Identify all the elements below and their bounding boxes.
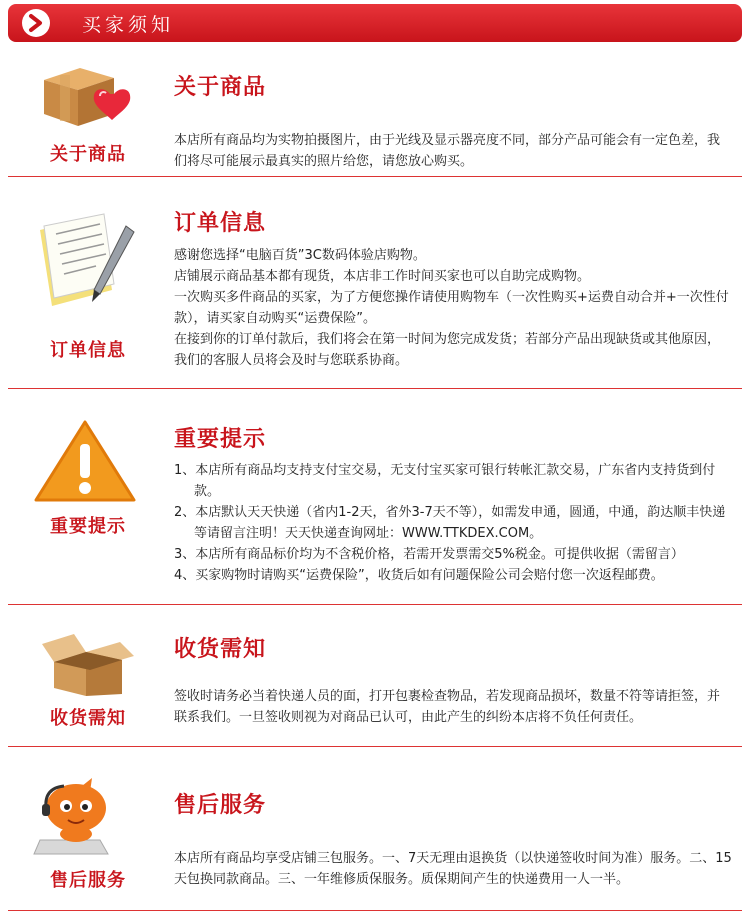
section-text [174,686,732,728]
header-title: 买家须知 [82,14,175,36]
section-label: 关于商品 [50,144,126,165]
section-title: 订单信息 [174,211,267,236]
section-aftersales [8,762,742,911]
section-label: 售后服务 [50,870,126,891]
section-text [174,460,732,586]
paragraph: 本店所有商品均为实物拍摄图片，由于光线及显示器亮度不同，部分产品可能会有一定色差，我们将尽可能展示最真实的照片给您，请您放心购买。 [174,133,721,169]
list-item: 1、本店所有商品均支持支付宝交易，无支付宝买家可银行转帐汇款交易，广东省内支持货到付款。 [174,463,716,499]
list-item: 2、本店默认天天快递（省内1-2天，省外3-7天不等），如需发申通，圆通，中通，韵达顺丰快递等请留言注明！天天快递查询网址：WWW.TTKDEX.COM。 [174,505,726,541]
paragraph: 店铺展示商品基本都有现货，本店非工作时间买家也可以自助完成购物。 [174,269,591,284]
section-title: 收货需知 [174,637,267,662]
note-pen-icon [30,210,140,320]
section-text [174,130,732,172]
section-receipt [8,620,742,747]
section-title: 关于商品 [174,75,267,100]
list-item: 4、买家购物时请购买“运费保险”，收货后如有问题保险公司会赔付您一次返程邮费。 [174,568,664,583]
section-text [174,848,732,890]
section-label: 重要提示 [50,516,126,537]
section-title: 售后服务 [174,793,267,818]
paragraph: 一次购买多件商品的买家，为了方便您操作请使用购物车（一次性购买+运费自动合并+一次性付款），请买家自动购买“运费保险”。 [174,290,729,326]
section-label: 收货需知 [50,708,126,729]
paragraph: 本店所有商品均享受店铺三包服务。一、7天无理由退换货（以快递签收时间为准）服务。二、15天包换同款商品。三、一年维修质保服务。质保期间产生的快递费用一人一半。 [174,851,732,887]
section-label: 订单信息 [50,340,126,361]
section-product [8,50,742,177]
list-item: 3、本店所有商品标价均为不含税价格，若需开发票需交5%税金。可提供收据（需留言） [174,547,684,562]
warning-icon [30,418,140,504]
arrow-circle-icon [22,9,50,37]
paragraph: 在接到你的订单付款后，我们将会在第一时间为您完成发货；若部分产品出现缺货或其他原因，我们的客服人员将会及时与您联系协商。 [174,332,721,368]
header-bar [8,4,742,42]
box-heart-icon [30,58,140,128]
section-text [174,245,732,371]
paragraph: 感谢您选择“电脑百货”3C数码体验店购物。 [174,248,426,263]
section-notice [8,404,742,605]
open-box-icon [30,630,140,700]
section-order [8,192,742,389]
section-title: 重要提示 [174,427,267,452]
mascot-icon [30,778,140,858]
paragraph: 签收时请务必当着快递人员的面，打开包裹检查物品，若发现商品损坏，数量不符等请拒签，并联系我们。一旦签收则视为对商品已认可，由此产生的纠纷本店将不负任何责任。 [174,689,721,725]
